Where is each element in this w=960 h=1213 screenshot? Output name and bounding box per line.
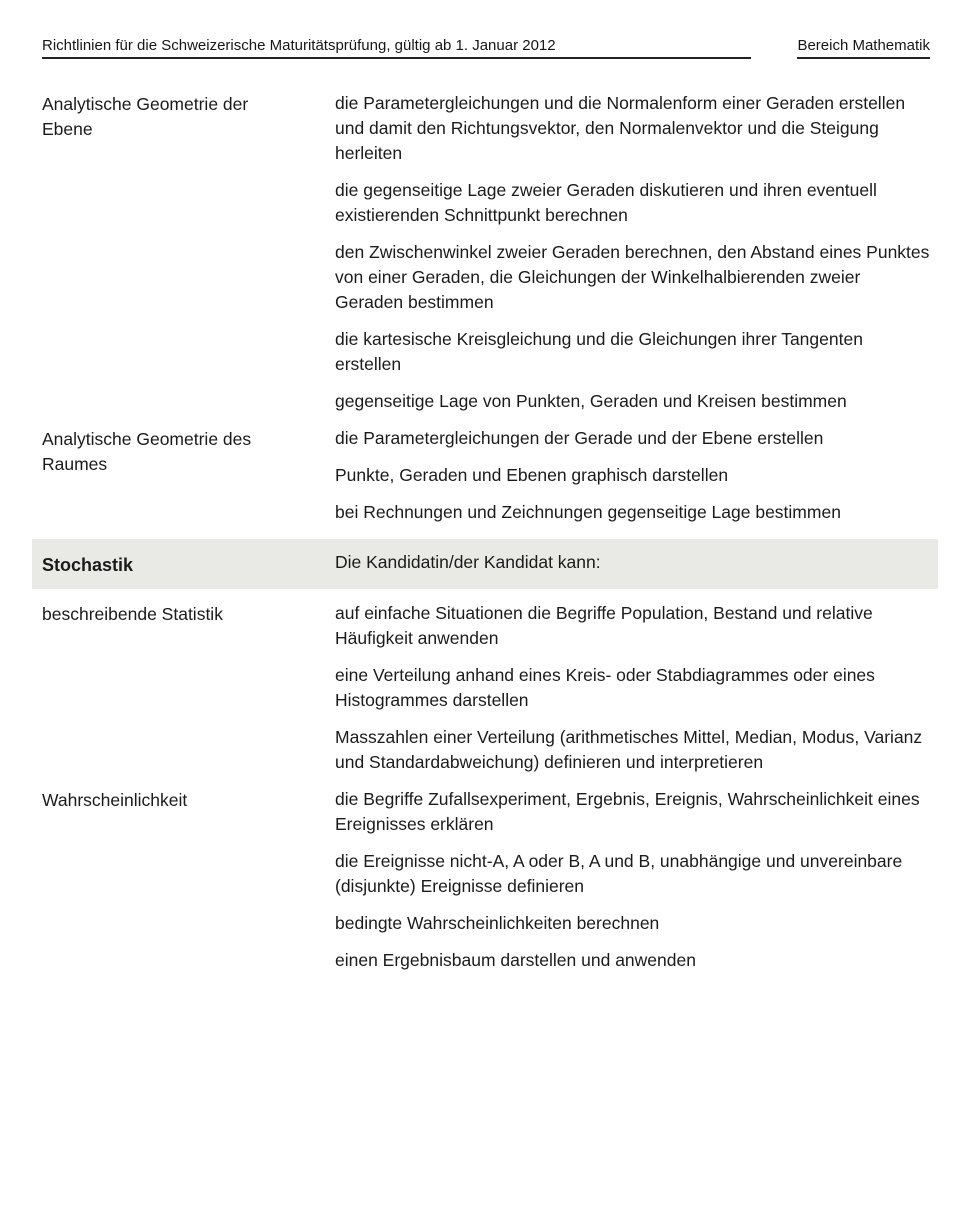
page-header <box>42 36 930 59</box>
requirement-item: den Zwischenwinkel zweier Geraden berechnen, den Abstand eines Punktes von einer Geraden, die Gleichungen der Winkelhalbierenden zweier Geraden bestimmen <box>335 242 930 312</box>
section-wahrscheinlichkeit <box>42 787 930 985</box>
requirement-item: die Begriffe Zufallsexperiment, Ergebnis, Ereignis, Wahrscheinlichkeit eines Ereignisses erklären <box>335 789 920 834</box>
section-beschreibende-statistik <box>42 601 930 787</box>
section-analytische-geometrie-raumes <box>42 426 930 537</box>
section-header-stochastik <box>32 539 938 589</box>
section-analytische-geometrie-ebene <box>42 91 930 426</box>
topic-label: beschreibende Statistik <box>42 604 223 624</box>
requirement-item: die gegenseitige Lage zweier Geraden diskutieren und ihren eventuell existierenden Schnittpunkt berechnen <box>335 180 877 225</box>
requirement-list <box>335 426 930 537</box>
requirement-list <box>335 91 930 426</box>
topic-label: Wahrscheinlichkeit <box>42 790 188 810</box>
requirement-item: die Parametergleichungen der Gerade und der Ebene erstellen <box>335 428 824 448</box>
requirement-list <box>335 787 930 985</box>
requirement-item: die Parametergleichungen und die Normalenform einer Geraden erstellen und damit den Richtungsvektor, den Normalenvektor und die Steigung herleiten <box>335 93 906 163</box>
chapter-intro-text: Die Kandidatin/der Kandidat kann: <box>335 552 601 572</box>
requirement-item: bedingte Wahrscheinlichkeiten berechnen <box>335 913 660 933</box>
requirement-list <box>335 601 930 787</box>
requirement-item: Masszahlen einer Verteilung (arithmetisches Mittel, Median, Modus, Varianz und Standardabweichung) definieren und interpretieren <box>335 727 923 772</box>
header-document-title: Richtlinien für die Schweizerische Maturitätsprüfung, gültig ab 1. Januar 2012 <box>42 36 751 59</box>
requirement-item: eine Verteilung anhand eines Kreis- oder Stabdiagrammes oder eines Histogrammes darstellen <box>335 665 875 710</box>
requirement-item: die kartesische Kreisgleichung und die Gleichungen ihrer Tangenten erstellen <box>335 329 863 374</box>
requirement-item: bei Rechnungen und Zeichnungen gegenseitige Lage bestimmen <box>335 502 841 522</box>
requirement-item: die Ereignisse nicht-A, A oder B, A und B, unabhängige und unvereinbare (disjunkte) Ereignisse definieren <box>335 851 903 896</box>
topic-label: Analytische Geometrie des Raumes <box>42 429 252 474</box>
chapter-title: Stochastik <box>42 555 134 575</box>
requirement-item: Punkte, Geraden und Ebenen graphisch darstellen <box>335 465 729 485</box>
header-subject-label: Bereich Mathematik <box>797 36 930 59</box>
topic-label: Analytische Geometrie der Ebene <box>42 94 249 139</box>
requirement-item: auf einfache Situationen die Begriffe Population, Bestand und relative Häufigkeit anwenden <box>335 603 873 648</box>
requirement-item: gegenseitige Lage von Punkten, Geraden und Kreisen bestimmen <box>335 391 847 411</box>
requirement-item: einen Ergebnisbaum darstellen und anwenden <box>335 950 696 970</box>
